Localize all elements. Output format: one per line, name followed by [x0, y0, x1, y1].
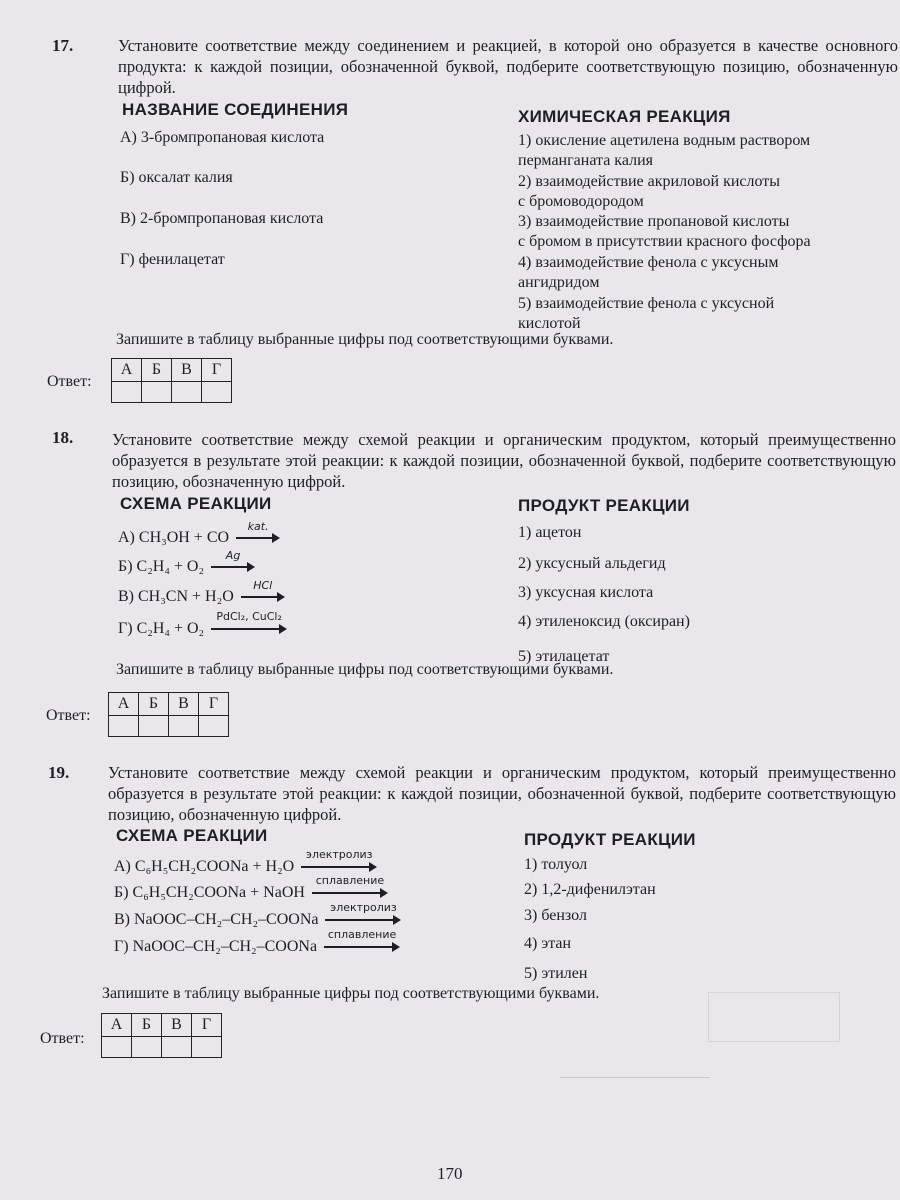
- answer-header-v: В: [172, 359, 202, 382]
- answer-cell[interactable]: [132, 1037, 162, 1058]
- answer-cell[interactable]: [202, 382, 232, 403]
- task-17-option-b: Б) оксалат калия: [120, 169, 233, 186]
- reaction-arrow-icon: HCl: [241, 590, 285, 604]
- reaction-arrow-icon: kat.: [236, 531, 280, 545]
- bleed-through-line: [560, 1077, 710, 1078]
- task-17-reaction-5: 5) взаимодействие фенола с уксусной кислотой: [518, 295, 775, 332]
- task-19-scheme-a: А) C₆H₅CH₂COONa + H₂O электролиз: [114, 857, 377, 877]
- answer-cell[interactable]: [172, 382, 202, 403]
- answer-header-g: Г: [192, 1014, 222, 1037]
- answer-cell[interactable]: [162, 1037, 192, 1058]
- task-19-product-4: 4) этан: [524, 935, 572, 952]
- task-17-left-header: НАЗВАНИЕ СОЕДИНЕНИЯ: [122, 100, 349, 119]
- answer-cell[interactable]: [139, 716, 169, 737]
- task-19-left-header: СХЕМА РЕАКЦИИ: [116, 826, 268, 845]
- answer-header-b: Б: [142, 359, 172, 382]
- task-19-product-1: 1) толуол: [524, 856, 588, 873]
- answer-cell[interactable]: [112, 382, 142, 403]
- answer-cell[interactable]: [109, 716, 139, 737]
- task-18-product-2: 2) уксусный альдегид: [518, 555, 666, 572]
- page-number: 170: [437, 1164, 463, 1183]
- reaction-arrow-icon: электролиз: [325, 913, 401, 927]
- task-19-answer-label: Ответ:: [40, 1030, 85, 1047]
- task-18-product-4: 4) этиленоксид (оксиран): [518, 613, 690, 630]
- task-18-product-3: 3) уксусная кислота: [518, 584, 654, 601]
- task-17-text: Установите соответствие между соединением и реакцией, в которой оно образуется в качестве основного продукта: к каждой позиции, обозначенной буквой, подберите соответствующую позицию, обозначенную цифрой.: [118, 36, 898, 97]
- task-18-text: Установите соответствие между схемой реакции и органическим продуктом, который преимущественно образуется в результате этой реакции: к каждой позиции, обозначенной буквой, подберите соответствующую позицию, обозначенную цифрой.: [112, 430, 896, 491]
- task-17-table-note: Запишите в таблицу выбранные цифры под соответствующими буквами.: [116, 331, 614, 348]
- task-19-scheme-v: В) NaOOC–CH₂–CH₂–COONa электролиз: [114, 910, 401, 930]
- task-17-option-a: А) 3-бромпропановая кислота: [120, 129, 325, 146]
- task-17-answer-table: [111, 358, 232, 403]
- task-17-reaction-4: 4) взаимодействие фенола с уксусным ангидридом: [518, 254, 779, 291]
- task-19-product-2: 2) 1,2-дифенилэтан: [524, 881, 656, 898]
- task-18-right-header: ПРОДУКТ РЕАКЦИИ: [518, 496, 690, 515]
- answer-header-v: В: [162, 1014, 192, 1037]
- task-18-scheme-b: Б) C₂H₄ + O₂ Ag: [118, 557, 255, 577]
- task-18-product-5: 5) этилацетат: [518, 648, 610, 665]
- task-17-right-header: ХИМИЧЕСКАЯ РЕАКЦИЯ: [518, 107, 731, 126]
- reaction-arrow-icon: Ag: [211, 560, 255, 574]
- answer-cell[interactable]: [102, 1037, 132, 1058]
- answer-header-a: А: [112, 359, 142, 382]
- task-17-option-v: В) 2-бромпропановая кислота: [120, 210, 324, 227]
- answer-cell[interactable]: [169, 716, 199, 737]
- task-18-answer-label: Ответ:: [46, 707, 91, 724]
- reaction-arrow-icon: сплавление: [312, 886, 388, 900]
- answer-header-g: Г: [199, 693, 229, 716]
- task-18-scheme-a: А) CH₃OH + CO kat.: [118, 528, 280, 548]
- task-18-left-header: СХЕМА РЕАКЦИИ: [120, 494, 272, 513]
- task-18-answer-table: [108, 692, 229, 737]
- task-19-scheme-b: Б) C₆H₅CH₂COONa + NaOH сплавление: [114, 883, 388, 903]
- task-18-scheme-v: В) CH₃CN + H₂O HCl: [118, 587, 285, 607]
- task-18-number: 18.: [52, 428, 74, 447]
- task-19-right-header: ПРОДУКТ РЕАКЦИИ: [524, 830, 696, 849]
- reaction-arrow-icon: электролиз: [301, 860, 377, 874]
- answer-cell[interactable]: [192, 1037, 222, 1058]
- bleed-through-table: [708, 992, 840, 1042]
- reaction-arrow-icon: сплавление: [324, 940, 400, 954]
- task-18-scheme-g: Г) C₂H₄ + O₂ PdCl₂, CuCl₂: [118, 619, 287, 639]
- answer-cell[interactable]: [142, 382, 172, 403]
- answer-header-b: Б: [139, 693, 169, 716]
- task-19-product-3: 3) бензол: [524, 907, 587, 924]
- task-19-answer-table: [101, 1013, 222, 1058]
- task-17-number: 17.: [52, 36, 74, 55]
- answer-header-a: А: [102, 1014, 132, 1037]
- task-17-option-g: Г) фенилацетат: [120, 251, 225, 268]
- reaction-arrow-icon: PdCl₂, CuCl₂: [211, 622, 287, 636]
- answer-cell[interactable]: [199, 716, 229, 737]
- task-19-scheme-g: Г) NaOOC–CH₂–CH₂–COONa сплавление: [114, 937, 400, 957]
- answer-header-v: В: [169, 693, 199, 716]
- task-19-number: 19.: [48, 763, 70, 782]
- answer-header-g: Г: [202, 359, 232, 382]
- task-19-table-note: Запишите в таблицу выбранные цифры под соответствующими буквами.: [102, 985, 600, 1002]
- task-17-answer-label: Ответ:: [47, 373, 92, 390]
- answer-header-a: А: [109, 693, 139, 716]
- task-19-text: Установите соответствие между схемой реакции и органическим продуктом, который преимущественно образуется в результате этой реакции: к каждой позиции, обозначенной буквой, подберите соответствующую позицию, обозначенную цифрой.: [108, 763, 896, 824]
- task-17-reaction-2: 2) взаимодействие акриловой кислоты с бромоводородом: [518, 173, 781, 210]
- task-19-product-5: 5) этилен: [524, 965, 588, 982]
- answer-header-b: Б: [132, 1014, 162, 1037]
- task-17-reaction-1: 1) окисление ацетилена водным раствором перманганата калия: [518, 132, 811, 169]
- task-17-reaction-3: 3) взаимодействие пропановой кислоты с бромом в присутствии красного фосфора: [518, 213, 811, 250]
- task-18-table-note: Запишите в таблицу выбранные цифры под соответствующими буквами.: [116, 661, 614, 678]
- task-18-product-1: 1) ацетон: [518, 524, 582, 541]
